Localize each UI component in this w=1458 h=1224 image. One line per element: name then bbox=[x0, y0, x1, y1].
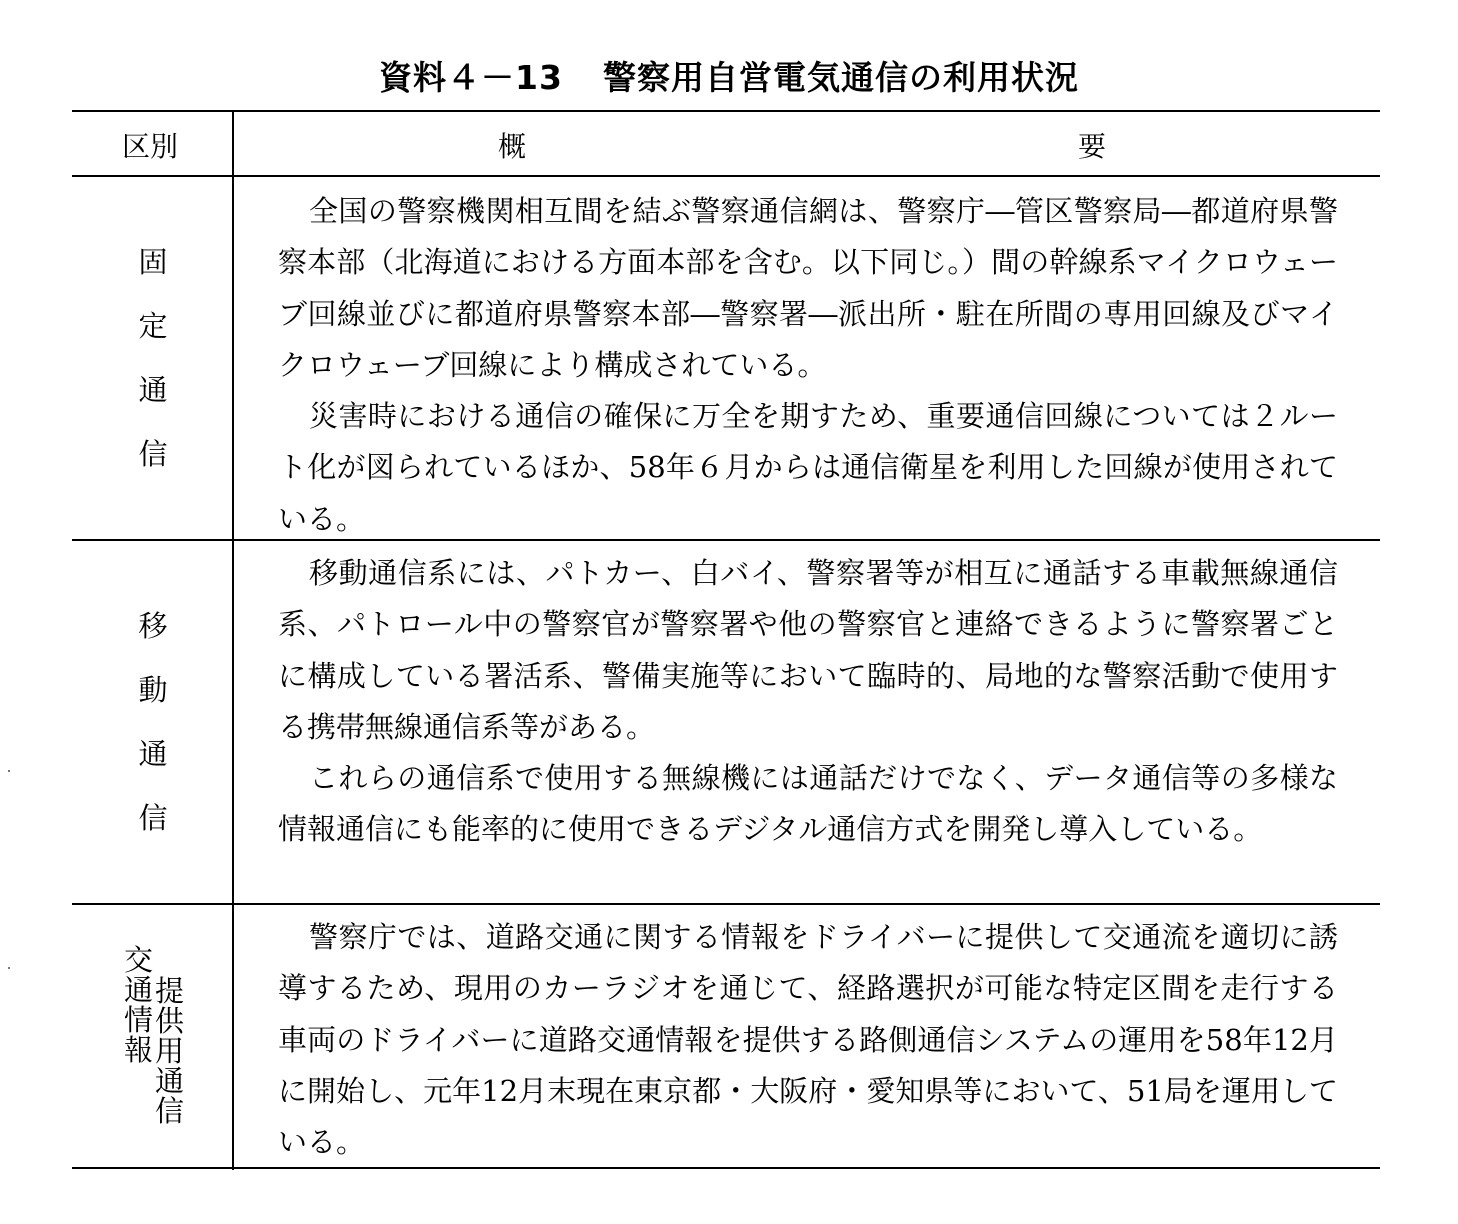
category-char: 移 bbox=[138, 609, 168, 643]
category-char: 信 bbox=[138, 437, 168, 471]
category-char: 通 bbox=[138, 373, 168, 407]
summary-traffic-info-communication bbox=[278, 912, 1338, 1168]
category-char: 固 bbox=[138, 245, 168, 279]
header-summary-left: 概 bbox=[498, 130, 527, 163]
paragraph: 警察庁では、道路交通に関する情報をドライバーに提供して交通流を適切に誘導するため、現用のカーラジオを通じて、経路選択が可能な特定区間を走行する車両のドライバーに道路交通情報を提供する路側通信システムの運用を58年12月に開始し、元年12月末現在東京都・大阪府・愛知県等において、51局を運用している。 bbox=[278, 920, 1338, 1160]
table-top-rule bbox=[72, 110, 1380, 112]
header-summary-right: 要 bbox=[1078, 130, 1107, 163]
scan-speck bbox=[8, 967, 10, 969]
category-char: 動 bbox=[138, 673, 168, 707]
category-char: 信 bbox=[138, 801, 168, 835]
category-char: 情 bbox=[124, 1003, 154, 1037]
paragraph: 全国の警察機関相互間を結ぶ警察通信網は、警察庁―管区警察局―都道府県警察本部（北海道における方面本部を含む。以下同じ。）間の幹線系マイクロウェーブ回線並びに都道府県警察本部―警察署―派出所・駐在所間の専用回線及びマイクロウェーブ回線により構成されている。 bbox=[278, 194, 1338, 382]
title-text: 警察用自営電気通信の利用状況 bbox=[602, 58, 1079, 97]
category-char: 定 bbox=[138, 309, 168, 343]
category-char: 用 bbox=[155, 1034, 185, 1068]
column-divider bbox=[232, 112, 234, 1170]
category-char: 通 bbox=[138, 737, 168, 771]
category-char: 通 bbox=[155, 1064, 185, 1098]
category-char: 報 bbox=[124, 1033, 154, 1067]
category-mobile-communication bbox=[74, 594, 232, 850]
category-column bbox=[155, 976, 184, 1126]
summary-mobile-communication bbox=[278, 548, 1338, 856]
header-category: 区別 bbox=[122, 130, 179, 163]
paragraph: 移動通信系には、パトカー、白バイ、警察署等が相互に通話する車載無線通信系、パトロール中の警察官が警察署や他の警察官と連絡できるように警察署ごとに構成している署活系、警備実施等において臨時的、局地的な警察活動で使用する携帯無線通信系等がある。 bbox=[278, 556, 1338, 744]
paragraph: これらの通信系で使用する無線機には通話だけでなく、データ通信等の多様な情報通信にも能率的に使用できるデジタル通信方式を開発し導入している。 bbox=[278, 761, 1338, 847]
summary-fixed-communication bbox=[278, 186, 1338, 545]
category-char: 通 bbox=[124, 973, 154, 1007]
page-title bbox=[0, 52, 1458, 99]
title-number: 資料４－13 bbox=[379, 58, 563, 97]
paragraph: 災害時における通信の確保に万全を期すため、重要通信回線については２ルート化が図られているほか、58年６月からは通信衛星を利用した回線が使用されている。 bbox=[278, 399, 1338, 536]
category-fixed-communication bbox=[74, 230, 232, 486]
row-divider bbox=[72, 903, 1380, 905]
category-char: 供 bbox=[155, 1004, 185, 1038]
header-bottom-rule bbox=[72, 175, 1380, 177]
scan-speck bbox=[8, 770, 10, 772]
category-char: 交 bbox=[124, 943, 154, 977]
category-column bbox=[124, 945, 153, 1065]
category-char: 提 bbox=[155, 974, 185, 1008]
category-char: 信 bbox=[155, 1094, 185, 1128]
